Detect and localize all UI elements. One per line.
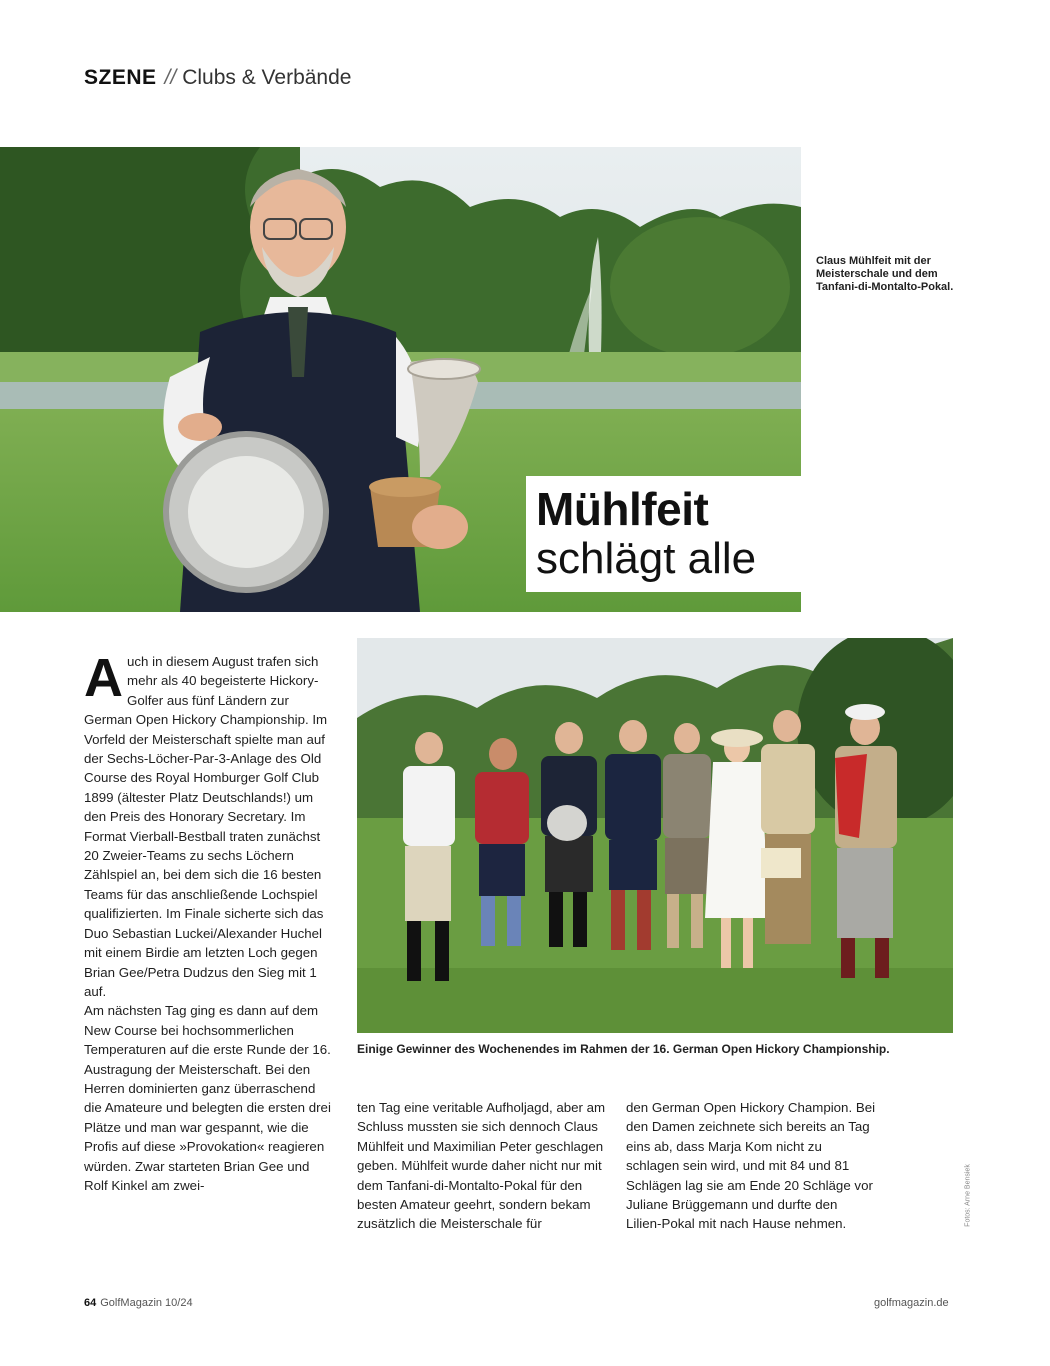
article-column-2 [357,1098,607,1234]
article-paragraph-1: uch in diesem August trafen sich mehr als 40 begeisterte Hickory-Golfer aus fünf Ländern zur German Open Hickory Championship. Im Vorfeld der Meisterschaft spielte man auf der Sechs-Löcher-Par-3-Anlage des Old Course des Royal Homburger Golf Club 1899 (ältester Platz Deutschlands!) um den Preis des Honorary Secretary. Im Format Vierball-Bestball traten zunächst 20 Zweier-Teams zu sechs Löchern Zählspiel an, bei dem sich die 16 besten Teams für das anschließende Lochspiel qualifizierten. Im Finale sicherte sich das Duo Sebastian Luckei/Alexander Huchel mit einem Birdie am letzten Loch gegen Brian Gee/Petra Dudzus den Sieg mit 1 auf. [84,654,328,999]
section-header [84,66,351,90]
drop-cap: A [84,648,123,708]
footer-website: golfmagazin.de [874,1297,949,1309]
article-paragraph-2: Am nächsten Tag ging es dann auf dem New Course bei hochsommerlichen Temperaturen auf die erste Runde der 16. Austragung der Meisterschaft. Bei den Herren dominierten ganz überraschend die Amateure und belegten die ersten drei Plätze und man war gespannt, wie die Profis auf diese »Provokation« reagieren würden. Zwar starteten Brian Gee und Rolf Kinkel am zwei- [84,1003,331,1193]
section-label: SZENE [84,66,157,89]
article-title: Mühlfeit [536,483,709,535]
article-paragraph-3: ten Tag eine veritable Aufholjagd, aber am Schluss mussten sie sich dennoch Claus Mühlfeit und Maximilian Peter geschlagen geben. Mühlfeit wurde daher nicht nur mit dem Tanfani-di-Montalto-Pokal für den besten Amateur geehrt, sondern bekam zusätzlich die Meisterschale für [357,1100,606,1232]
photo-credit-text: Fotos: Arne Bensiek [964,1164,972,1227]
article-column-1 [84,648,332,1195]
article-subtitle: schlägt alle [536,534,757,583]
footer-page-info [84,1297,193,1309]
magazine-issue: GolfMagazin 10/24 [100,1297,193,1309]
subsection-label: Clubs & Verbände [182,66,352,89]
group-photo-caption: Einige Gewinner des Wochenendes im Rahmen der 16. German Open Hickory Championship. [357,1042,890,1056]
photo-credit [962,1148,974,1248]
article-column-3 [626,1098,876,1234]
page-number: 64 [84,1297,97,1309]
section-separator: // [164,66,177,89]
article-paragraph-4: den German Open Hickory Champion. Bei den Damen zeichnete sich bereits an Tag eins ab, dass Marja Kom nicht zu schlagen sein wird, und mit 84 und 81 Schlägen lag sie am Ende 20 Schläge vor Juliane Brüggemann und durfte den Lilien-Pokal mit nach Hause nehmen. [626,1100,876,1232]
article-title-box [526,476,802,592]
group-photo [357,638,953,1033]
hero-caption: Claus Mühlfeit mit der Meisterschale und dem Tanfani-di-Montalto-Pokal. [816,255,954,293]
